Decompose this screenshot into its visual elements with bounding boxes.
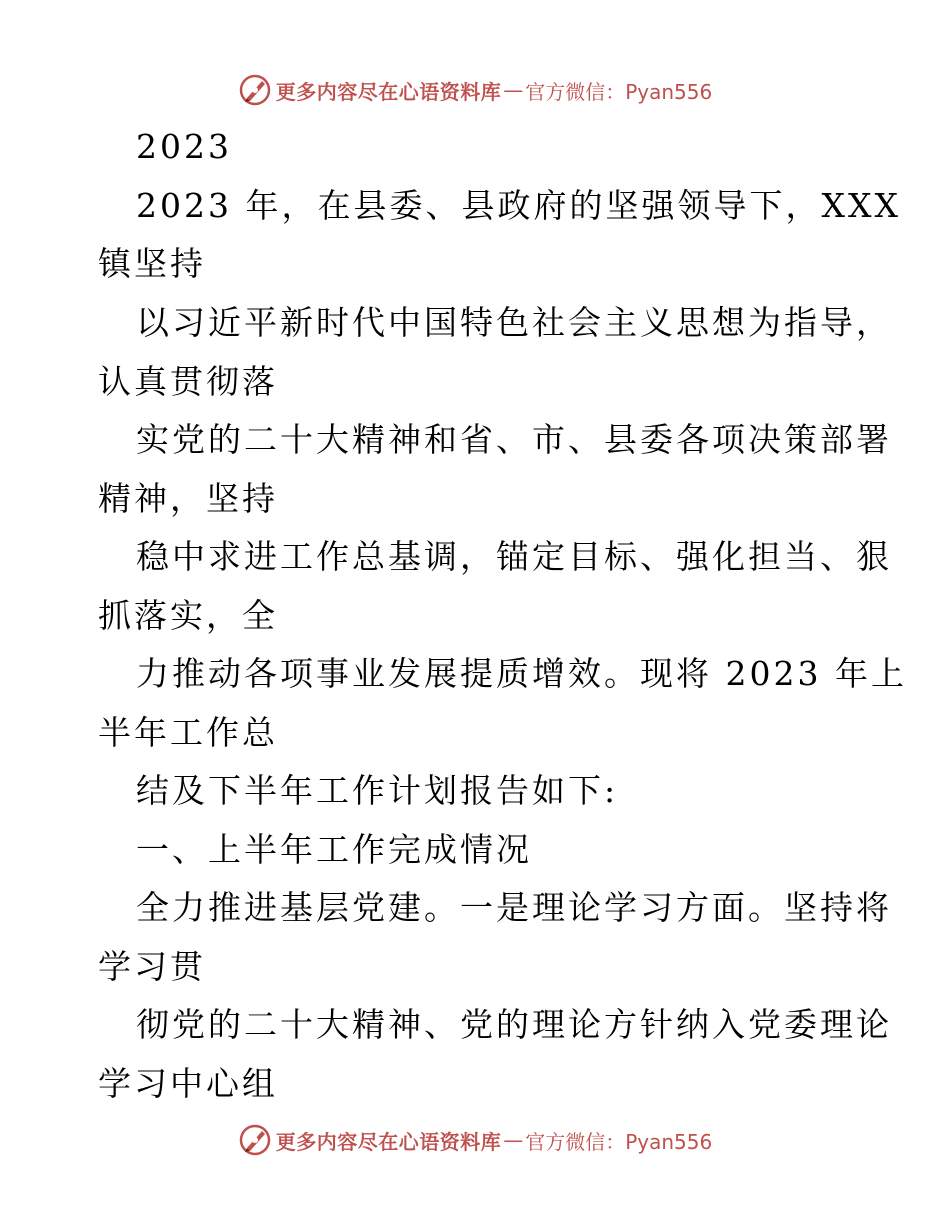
text-line: 镇坚持: [98, 244, 206, 283]
text-line: 全力推进基层党建。一是理论学习方面。坚持将: [136, 888, 892, 927]
section-heading: 一、上半年工作完成情况: [136, 830, 532, 869]
text-line: 抓落实，全: [98, 596, 278, 635]
text-line: 结及下半年工作计划报告如下:: [136, 771, 619, 810]
text-line: 力推动各项事业发展提质增效。现将 2023 年上: [136, 654, 907, 693]
banner-brand: 更多内容尽在心语资料库: [275, 1129, 502, 1154]
text-line: 以习近平新时代中国特色社会主义思想为指导，: [136, 303, 892, 342]
banner-dash: —: [503, 78, 524, 102]
footer-watermark: [0, 1120, 950, 1160]
text-line: 学习贯: [98, 947, 206, 986]
text-line: 半年工作总: [98, 713, 278, 752]
text-line: 2023: [136, 127, 232, 166]
banner-contact: 官方微信：Pyan556: [525, 79, 713, 104]
text-line: 彻党的二十大精神、党的理论方针纳入党委理论: [136, 1005, 892, 1044]
banner-brand: 更多内容尽在心语资料库: [275, 79, 502, 104]
text-line: 学习中心组: [98, 1064, 278, 1103]
text-line: 实党的二十大精神和省、市、县委各项决策部署: [136, 420, 892, 459]
banner-dash: —: [503, 1128, 524, 1152]
pen-logo-icon: [238, 1123, 272, 1157]
banner-contact: 官方微信：Pyan556: [525, 1129, 713, 1154]
text-line: 稳中求进工作总基调，锚定目标、强化担当、狠: [136, 537, 892, 576]
text-line: 2023 年，在县委、县政府的坚强领导下，XXX: [136, 186, 901, 225]
header-watermark: [0, 70, 950, 110]
pen-logo-icon: [238, 73, 272, 107]
text-line: 精神，坚持: [98, 479, 278, 518]
text-line: 认真贯彻落: [98, 362, 278, 401]
